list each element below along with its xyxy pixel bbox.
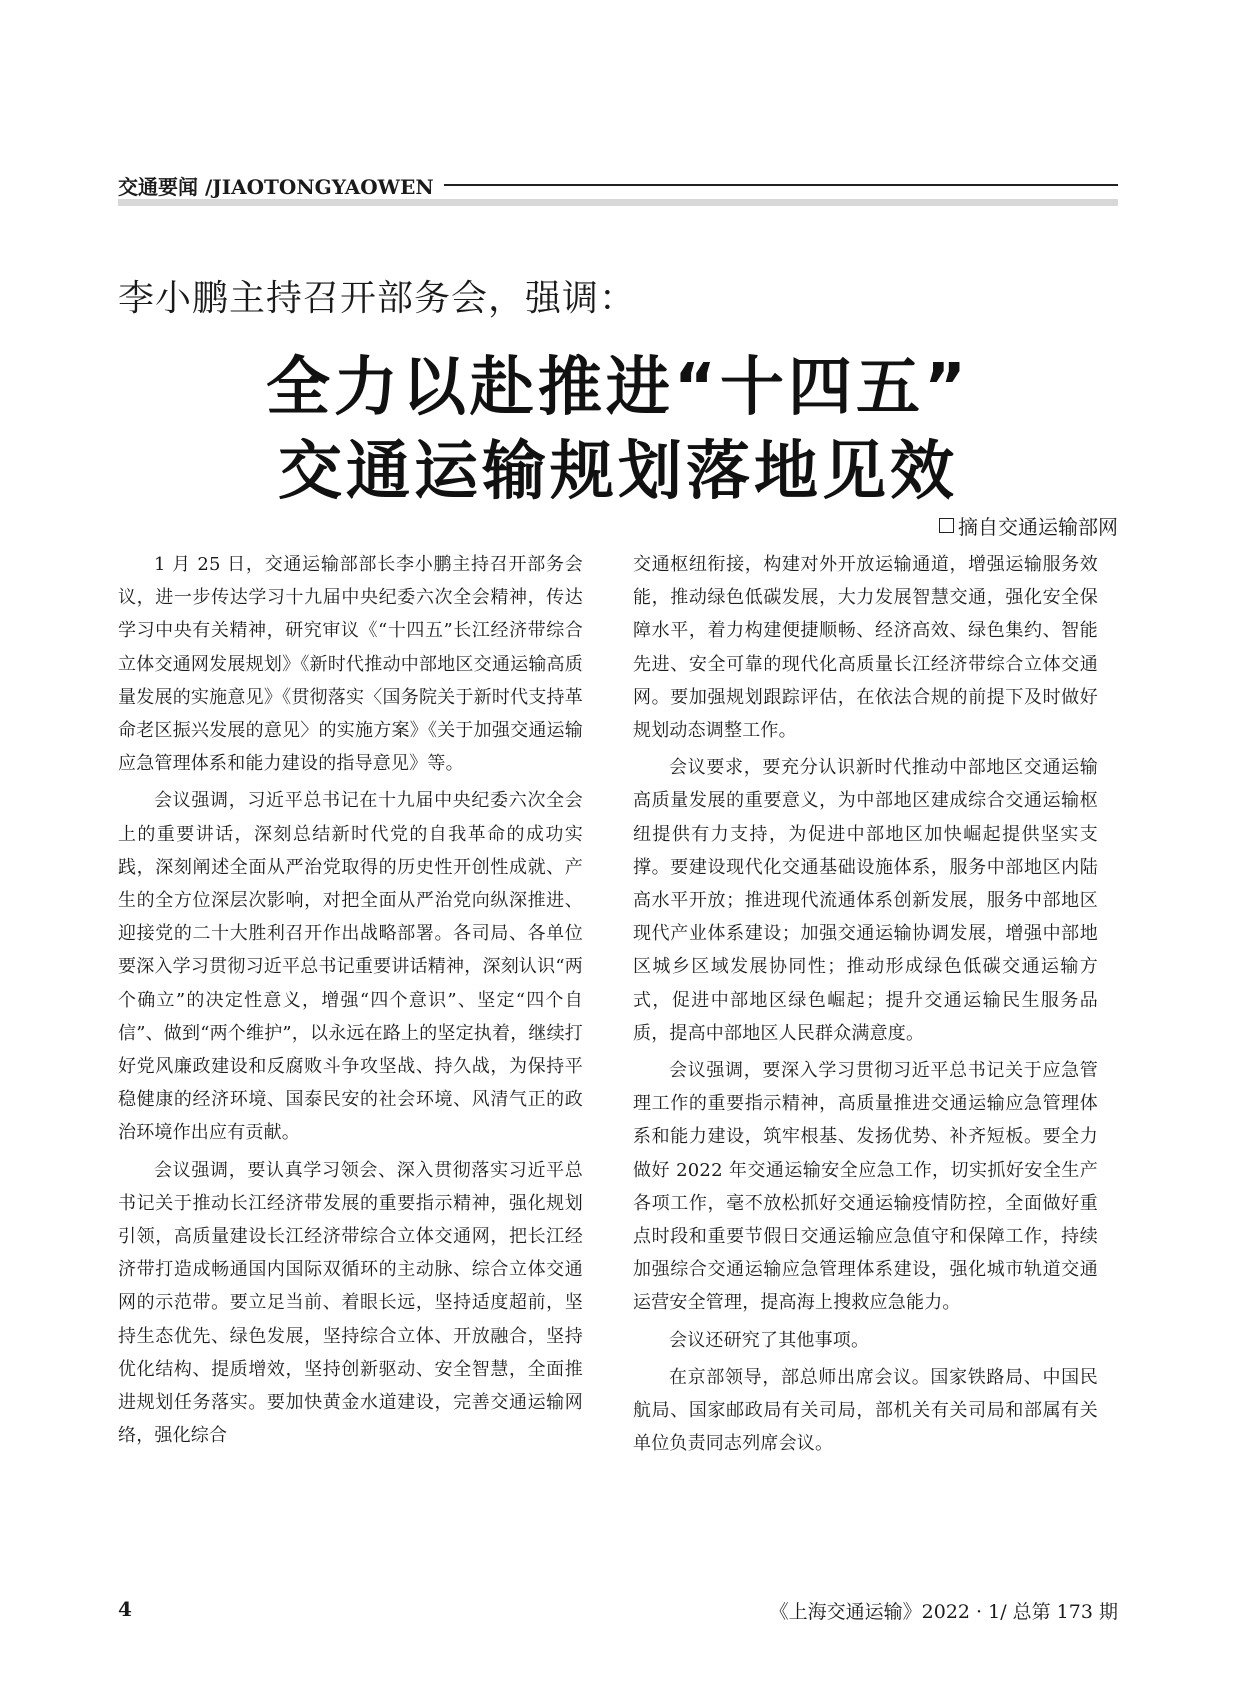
article-source-text: 摘自交通运输部网: [958, 515, 1118, 539]
paragraph: 会议还研究了其他事项。: [669, 1329, 870, 1351]
paragraph-continued: 交通枢纽衔接，构建对外开放运输通道，增强运输服务效能，推动绿色低碳发展，大力发展智慧交通，强化安全保障水平，着力构建便捷顺畅、经济高效、绿色集约、智能先进、安全可靠的现代化高质量长江经济带综合立体交通网。要加强规划跟踪评估，在依法合规的前提下及时做好规划动态调整工作。: [633, 554, 1098, 742]
paragraph: 会议强调，习近平总书记在十九届中央纪委六次全会上的重要讲话，深刻总结新时代党的自我革命的成功实践，深刻阐述全面从严治党取得的历史性开创性成就、产生的全方位深层次影响，对把全面从严治党向纵深推进、迎接党的二十大胜利召开作出战略部署。各司局、各单位要深入学习贯彻习近平总书记重要讲话精神，深刻认识“两个确立”的决定性意义，增强“四个意识”、坚定“四个自信”、做到“两个维护”，以永远在路上的坚定执着，继续打好党风廉政建设和反腐败斗争攻坚战、持久战，为保持平稳健康的经济环境、国泰民安的社会环境、风清气正的政治环境作出应有贡献。: [118, 790, 584, 1144]
paragraph: 在京部领导，部总师出席会议。国家铁路局、中国民航局、国家邮政局有关司局，部机关有关司局和部属有关单位负责同志列席会议。: [633, 1366, 1098, 1455]
paragraph: 1 月 25 日，交通运输部部长李小鹏主持召开部务会议，进一步传达学习十九届中央纪委六次全会精神，传达学习中央有关精神，研究审议《“十四五”长江经济带综合立体交通网发展规划》《新时代推动中部地区交通运输高质量发展的实施意见》《贯彻落实〈国务院关于新时代支持革命老区振兴发展的意见〉的实施方案》《关于加强交通运输应急管理体系和能力建设的指导意见》等。: [118, 554, 583, 775]
paragraph: 会议强调，要深入学习贯彻习近平总书记关于应急管理工作的重要指示精神，高质量推进交通运输应急管理体系和能力建设，筑牢根基、发扬优势、补齐短板。要全力做好 2022 年交通运输安全应急工作，切实抓好安全生产各项工作，毫不放松抓好交通运输疫情防控，全面做好重点时段和重要节假日交通运输应急值守和保障工作，持续加强综合交通运输应急管理体系建设，强化城市轨道交通运营安全管理，提高海上搜救应急能力。: [633, 1060, 1098, 1314]
article-source: [939, 511, 1118, 540]
journal-issue: 《上海交通运输》2022 · 1/ 总第 173 期: [769, 1601, 1118, 1623]
section-rule: [444, 184, 1118, 186]
article-subtitle: 李小鹏主持召开部务会，强调：: [118, 278, 637, 319]
section-band: [118, 199, 1118, 206]
article-full-text: [0, 0, 1, 1]
square-icon: [939, 518, 954, 533]
paragraph: 会议强调，要认真学习领会、深入贯彻落实习近平总书记关于推动长江经济带发展的重要指示精神，强化规划引领，高质量建设长江经济带综合立体交通网，把长江经济带打造成畅通国内国际双循环的主动脉、综合立体交通网的示范带。要立足当前、着眼长远，坚持适度超前，坚持生态优先、绿色发展，坚持综合立体、开放融合，坚持优化结构、提质增效，坚持创新驱动、安全智慧，全面推进规划任务落实。要加快黄金水道建设，完善交通运输网络，强化综合: [118, 1159, 583, 1447]
section-label: 交通要闻 /JIAOTONGYAOWEN: [118, 174, 434, 199]
article-column-left: [118, 548, 583, 1456]
paragraph: 会议要求，要充分认识新时代推动中部地区交通运输高质量发展的重要意义，为中部地区建成综合交通运输枢纽提供有力支持，为促进中部地区加快崛起提供坚实支撑。要建设现代化交通基础设施体系，服务中部地区内陆高水平开放；推进现代流通体系创新发展，服务中部地区现代产业体系建设；加强交通运输协调发展，增强中部地区城乡区域发展协同性；推动形成绿色低碳交通运输方式，促进中部地区绿色崛起；提升交通运输民生服务品质，提高中部地区人民群众满意度。: [633, 757, 1098, 1044]
section-header: [118, 170, 1118, 200]
article-title-line-2: 交通运输规划落地见效: [278, 435, 958, 509]
page-number: 4: [118, 1597, 132, 1621]
article-column-right: [633, 548, 1098, 1464]
article-title-line-1: 全力以赴推进“十四五”: [265, 351, 971, 425]
